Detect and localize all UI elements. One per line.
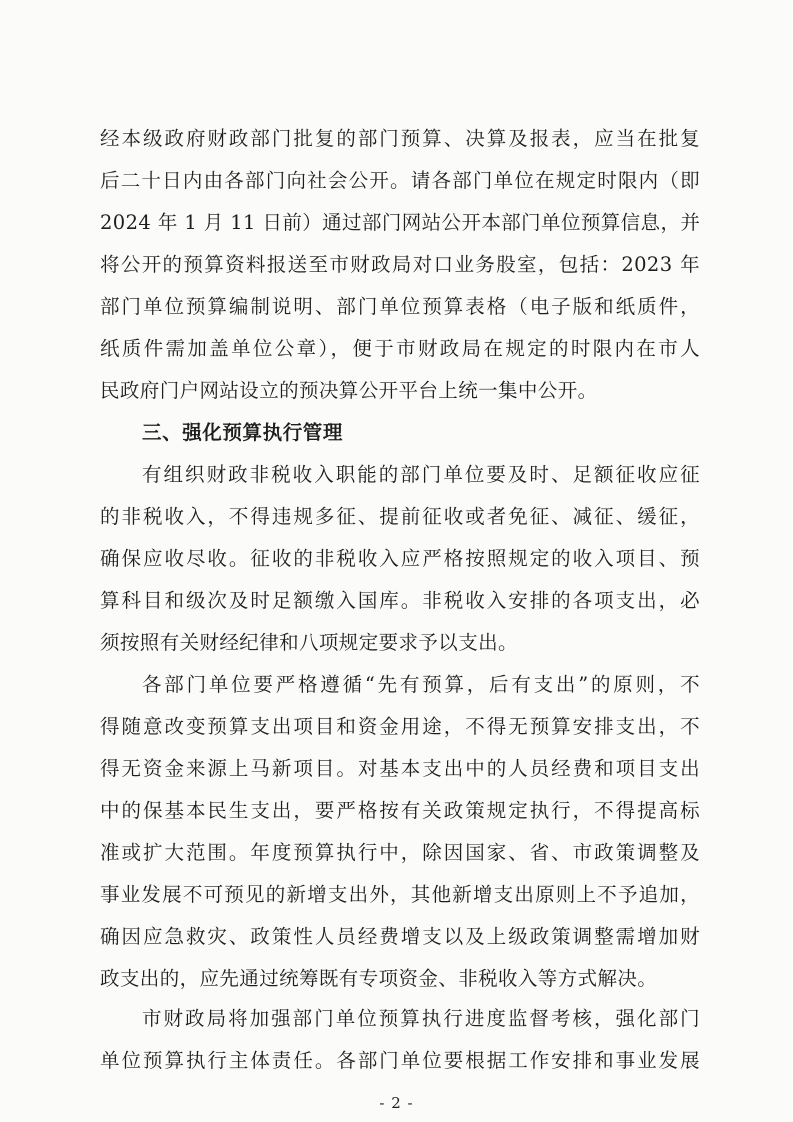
text-line: 算科目和级次及时足额缴入国库。非税收入安排的各项支出，必 [100, 589, 700, 612]
text-line: 须按照有关财经纪律和八项规定要求予以支出。 [100, 631, 518, 654]
text-line: 纸质件需加盖单位公章），便于市财政局在规定的时限内在市人 [100, 337, 700, 360]
text-line: 得无资金来源上马新项目。对基本支出中的人员经费和项目支出 [100, 757, 700, 780]
section-heading: 三、强化预算执行管理 [142, 421, 344, 444]
text-line: 民政府门户网站设立的预决算公开平台上统一集中公开。 [100, 379, 598, 402]
text-line: 市财政局将加强部门单位预算执行进度监督考核，强化部门 [142, 1007, 700, 1030]
text-line: 事业发展不可预见的新增支出外，其他新增支出原则上不予追加， [100, 883, 700, 906]
text-line: 各部门单位要严格遵循“先有预算，后有支出”的原则，不 [142, 673, 700, 696]
text-line: 单位预算执行主体责任。各部门单位要根据工作安排和事业发展 [100, 1049, 700, 1072]
text-line: 经本级政府财政部门批复的部门预算、决算及报表，应当在批复 [100, 127, 700, 150]
text-line: 中的保基本民生支出，要严格按有关政策规定执行，不得提高标 [100, 799, 700, 822]
text-line: 2024 年 1 月 11 日前）通过部门网站公开本部门单位预算信息，并 [100, 211, 701, 234]
text-line: 得随意改变预算支出项目和资金用途，不得无预算安排支出，不 [100, 715, 700, 738]
text-line: 确保应收尽收。征收的非税收入应严格按照规定的收入项目、预 [100, 547, 700, 570]
text-line: 有组织财政非税收入职能的部门单位要及时、足额征收应征 [142, 463, 700, 486]
text-line: 部门单位预算编制说明、部门单位预算表格（电子版和纸质件， [100, 295, 700, 318]
page-number: - 2 - [379, 1094, 414, 1112]
text-line: 的非税收入，不得违规多征、提前征收或者免征、减征、缓征， [100, 505, 700, 528]
text-line: 政支出的，应先通过统筹既有专项资金、非税收入等方式解决。 [100, 967, 658, 990]
text-line: 确因应急救灾、政策性人员经费增支以及上级政策调整需增加财 [100, 925, 700, 948]
text-line: 后二十日内由各部门向社会公开。请各部门单位在规定时限内（即 [100, 169, 700, 192]
text-line: 将公开的预算资料报送至市财政局对口业务股室，包括：2023 年 [100, 253, 700, 276]
text-line: 准或扩大范围。年度预算执行中，除因国家、省、市政策调整及 [100, 841, 700, 864]
